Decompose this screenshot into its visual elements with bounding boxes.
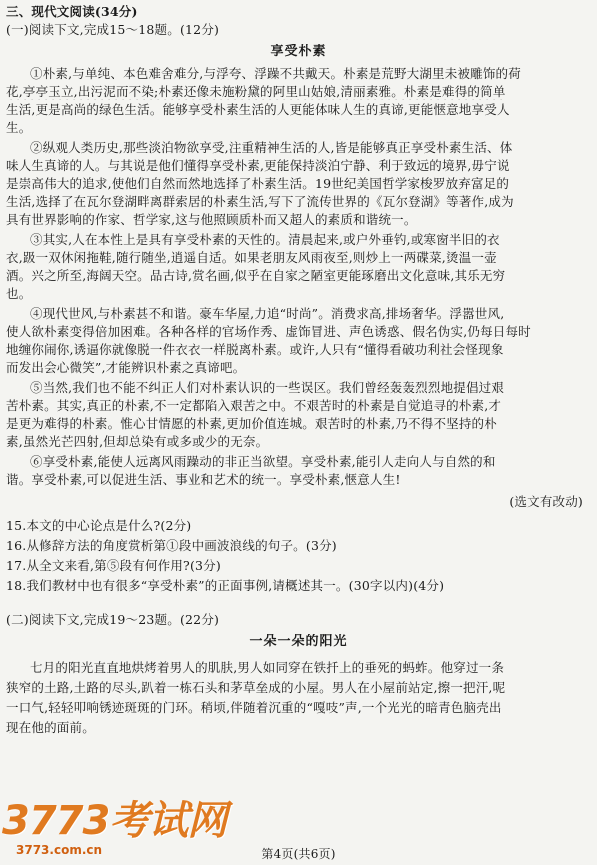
- p6-line-1: ⑥享受朴素,能使人远离风雨躁动的非正当欲望。享受朴素,能引人走向人与自然的和: [30, 454, 496, 469]
- p5-line-1: ⑤当然,我们也不能不纠正人们对朴素认识的一些误区。我们曾经轰轰烈烈地提倡过艰: [30, 380, 505, 395]
- page-footer: 第4页(共6页): [261, 847, 336, 861]
- p3-line-2: 衣,趿一双休闲拖鞋,随行随坐,逍遥自适。如果老朋友风雨夜至,则炒上一两碟菜,烫温一壶: [6, 250, 497, 265]
- part2-p1-line-2: 狭窄的土路,土路的尽头,趴着一栋石头和茅草垒成的小屋。男人在小屋前站定,擦一把汗,呢: [6, 680, 506, 695]
- p1-line-1: ①朴素,与单纯、本色难舍难分,与浮夸、浮躁不共戴天。朴素是荒野大湖里未被雕饰的荷: [30, 66, 521, 81]
- watermark-url: 3773.com.cn: [16, 843, 103, 857]
- question-18: 18.我们教材中也有很多“享受朴素”的正面事例,请概述其一。(30字以内)(4分): [6, 578, 445, 593]
- p5-line-4: 素,虽然光芒四射,但却总染有或多或少的无奈。: [6, 434, 269, 449]
- p4-line-3: 地缠你闹你,诱逼你就像脱一件衣衣一样脱离朴素。或许,人只有“懂得看破功利社会怪现象: [6, 342, 504, 357]
- source-note: (选文有改动): [509, 494, 583, 509]
- p1-line-4: 生。: [6, 120, 32, 135]
- p6-line-2: 谐。享受朴素,可以促进生活、事业和艺术的统一。享受朴素,惬意人生!: [6, 472, 401, 487]
- question-17: 17.从全文来看,第⑤段有何作用?(3分): [6, 558, 221, 573]
- p3-line-4: 也。: [6, 286, 32, 301]
- part2-title: 一朵一朵的阳光: [249, 634, 348, 649]
- part1-title: 享受朴素: [270, 44, 327, 59]
- p5-line-3: 是更为难得的朴素。惟心甘情愿的朴素,更加价值连城。艰苦时的朴素,乃不得不坚持的朴: [6, 416, 497, 431]
- watermark-logo: 3773考试网: [2, 798, 227, 844]
- part2-p1-line-1: 七月的阳光直直地烘烤着男人的肌肤,男人如同穿在铁扦上的垂死的蚂蚱。他穿过一条: [30, 660, 505, 675]
- part1-instruction: (一)阅读下文,完成15～18题。(12分): [6, 22, 220, 37]
- p2-line-4: 生活,选择了在瓦尔登湖畔离群索居的朴素生活,写下了流传世界的《瓦尔登湖》等著作,成为: [6, 194, 514, 209]
- part2-instruction: (二)阅读下文,完成19～23题。(22分): [6, 612, 220, 627]
- p2-line-5: 具有世界影响的作家、哲学家,这与他照顾质朴而又超人的素质和谐统一。: [6, 212, 417, 227]
- part2-p1-line-3: 一口气,轻轻叩响锈迹斑斑的门环。稍顷,伴随着沉重的“嘎吱”声,一个光光的暗青色脑壳出: [6, 700, 502, 715]
- p1-line-3: 生活,更是高尚的绿色生活。能够享受朴素生活的人更能体味人生的真谛,更能惬意地享受人: [6, 102, 510, 117]
- p4-line-1: ④现代世风,与朴素甚不和谐。豪车华屋,力追“时尚”。消费求高,排场奢华。浮嚣世风,: [30, 306, 505, 321]
- section-heading: 三、现代文阅读(34分): [6, 4, 138, 19]
- p1-line-2: 花,亭亭玉立,出污泥而不染;朴素还像未施粉黛的阿里山姑娘,清丽素雅。朴素是难得的简单: [6, 84, 506, 99]
- p3-line-3: 酒。兴之所至,海阔天空。品古诗,赏名画,似乎在自家之陋室更能琢磨出文化意味,其乐无穷: [6, 268, 506, 283]
- p5-line-2: 苦朴素。其实,真正的朴素,不一定都陷入艰苦之中。不艰苦时的朴素是自觉追寻的朴素,才: [6, 398, 502, 413]
- p4-line-4: 而发出会心微笑”,才能辨识朴素之真谛吧。: [6, 360, 246, 375]
- question-16: 16.从修辞方法的角度赏析第①段中画波浪线的句子。(3分): [6, 538, 337, 553]
- p2-line-3: 是崇高伟大的追求,使他们自然而然地选择了朴素生活。19世纪美国哲学家梭罗放弃富足的: [6, 176, 510, 191]
- p2-line-2: 味人生真谛的人。与其说是他们懂得享受朴素,更能保持淡泊宁静、利于致远的境界,毋宁说: [6, 158, 510, 173]
- p2-line-1: ②纵观人类历史,那些淡泊物欲享受,注重精神生活的人,皆是能够真正享受朴素生活、体: [30, 140, 513, 155]
- p4-line-2: 使人欲朴素变得倍加困难。各种各样的官场作秀、虚饰冒进、声色诱惑、假名伪实,仍每日每时: [6, 324, 531, 339]
- part2-p1-line-4: 现在他的面前。: [6, 720, 95, 735]
- p3-line-1: ③其实,人在本性上是具有享受朴素的天性的。清晨起来,或户外垂钓,或寒窗半旧的衣: [30, 232, 500, 247]
- question-15: 15.本文的中心论点是什么?(2分): [6, 518, 192, 533]
